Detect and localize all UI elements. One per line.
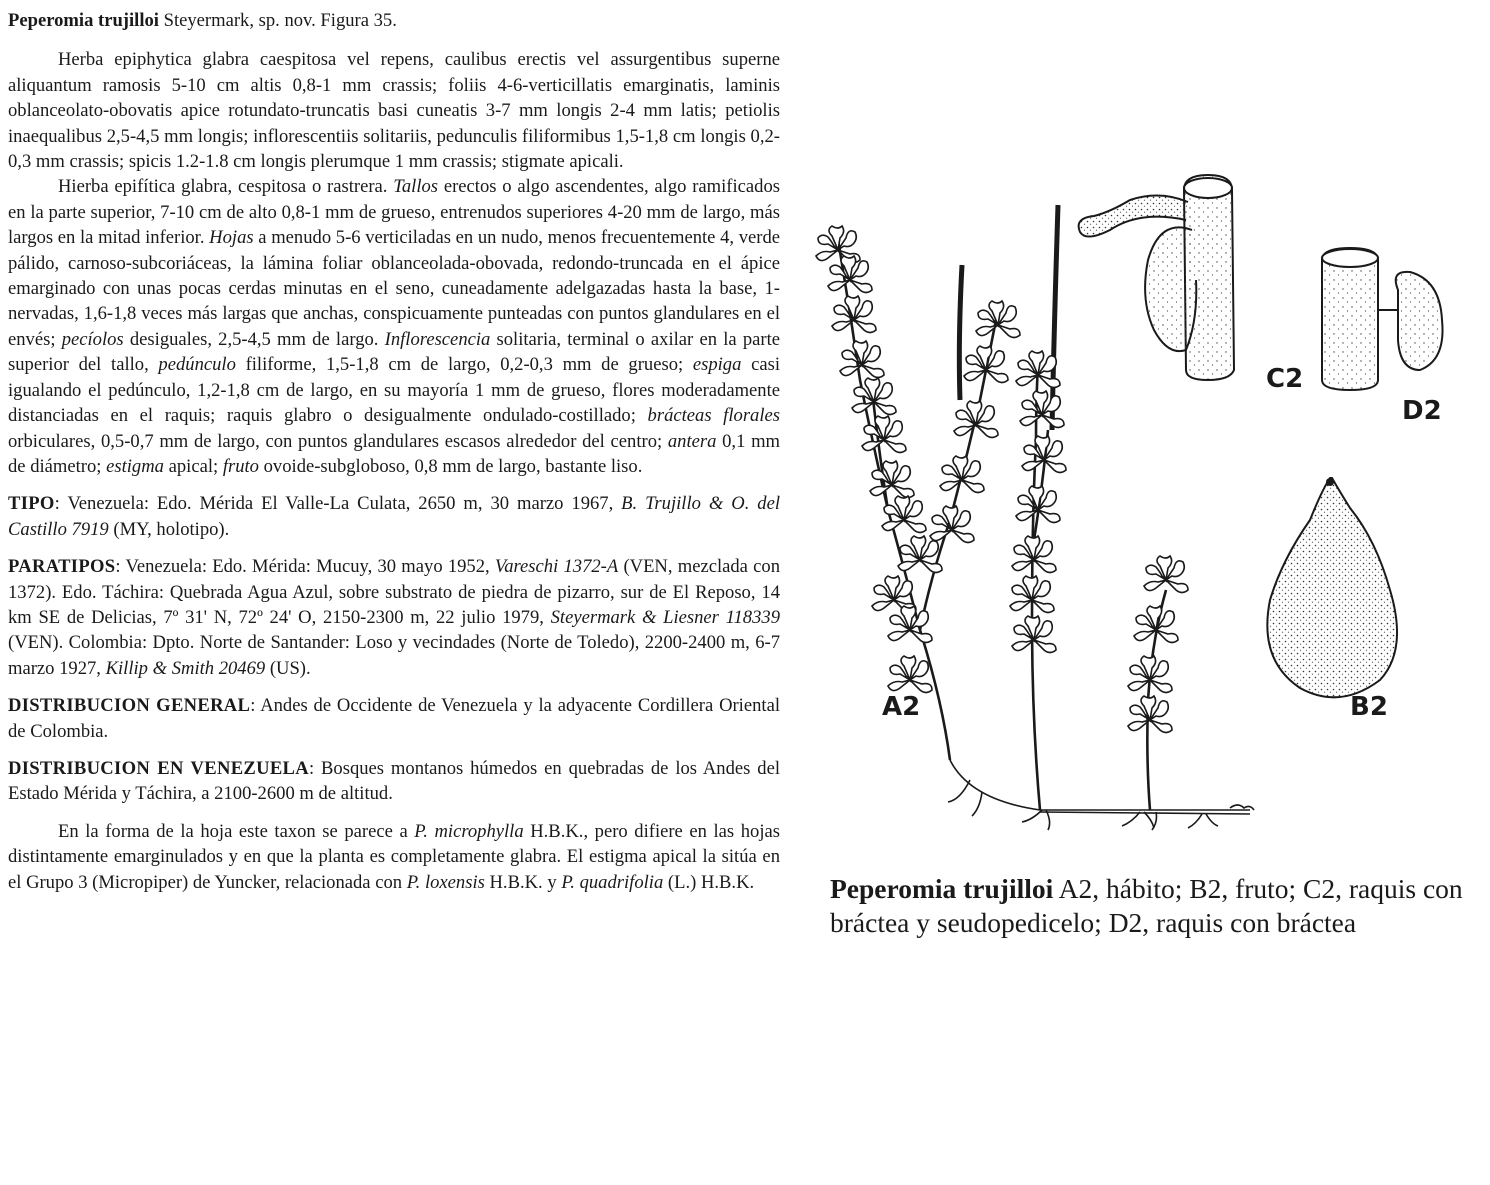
caption-text: A2, hábito; B2, fruto; C2, raquis con bráctea y seudopedicelo; D2, raquis con bráctea: [830, 873, 1463, 938]
notes-run: P. loxensis: [406, 871, 485, 893]
label-b2: B2: [1350, 692, 1388, 722]
figure-caption: [830, 872, 1480, 940]
paratipos-run: (VEN). Colombia: Dpto. Norte de Santander: Loso y vecindades (Norte de Toledo), 2200-2400 m, 6-7 marzo 1927,: [8, 632, 780, 679]
tipo-run: B. Trujillo & O. del Castillo 7919: [8, 493, 780, 540]
spanish-run: casi igualando el pedúnculo, 1,2-1,8 cm de largo, en su mayoría 1 mm de grueso, flores moderadamente distanciadas en el raquis; raquis glabro o desigualmente ondulado-costillado;: [8, 354, 780, 427]
spanish-run: fruto: [222, 455, 259, 477]
spanish-run: Inflorescencia: [384, 328, 491, 350]
spanish-run: desiguales, 2,5-4,5 mm de largo.: [123, 328, 385, 350]
plant-drawing: [810, 160, 1482, 840]
caption-species: Peperomia trujilloi: [830, 873, 1054, 904]
paratipos-run: Steyermark & Liesner 118339: [550, 606, 780, 628]
spanish-run: erectos o algo ascendentes, algo ramificados en la parte superior, 7-10 cm de alto 0,8-1 mm de grueso, entrenudos superiores 4-20 mm de largo, más largos en la mitad inferior.: [8, 176, 780, 249]
spanish-run: antera: [667, 430, 717, 452]
distribucion-venezuela-paragraph: [8, 756, 780, 807]
tipo-run: : Venezuela: Edo. Mérida El Valle-La Culata, 2650 m, 30 marzo 1967,: [54, 493, 622, 515]
spanish-run: apical;: [163, 455, 223, 477]
notes-paragraph: [8, 819, 780, 895]
spanish-run: brácteas florales: [647, 405, 781, 427]
label-d2: D2: [1402, 396, 1442, 426]
label-a2: A2: [882, 692, 921, 722]
paratipos-run: PARATIPOS: [8, 556, 116, 578]
spanish-run: a menudo 5-6 verticiladas en un nudo, menos frecuentemente 4, verde pálido, carnoso-subcoriáceas, la lámina foliar oblanceolada-obovada, redondo-truncada en el ápice emarginado con unas pocas cerdas minutas en el seno, cuneadamente adelgazadas hasta la base, 1-nervadas, 1,6-1,8 veces más largas que anchas, conspicuamente punteadas con puntos glandulares en el envés;: [8, 227, 780, 350]
paratipos-run: (VEN, mezclada con 1372). Edo. Táchira: Quebrada Agua Azul, sobre substrato de piedra de pizarro, sur de El Reposo, 14 km SE de Delicias, 7º 31' N, 72º 24' O, 2150-2300 m, 22 julio 1979,: [8, 556, 780, 628]
species-authority: Steyermark, sp. nov. Figura 35.: [163, 10, 397, 31]
dist_general-run: DISTRIBUCION GENERAL: [8, 695, 251, 717]
notes-run: H.B.K. y: [484, 871, 562, 893]
species-name: Peperomia trujilloi: [8, 10, 159, 31]
distribucion-general-paragraph: [8, 693, 780, 744]
notes-run: (L.) H.B.K.: [663, 871, 755, 893]
tipo-run: (MY, holotipo).: [108, 518, 230, 540]
spanish-run: ovoide-subgloboso, 0,8 mm de largo, bastante liso.: [258, 455, 643, 477]
text-column: [8, 8, 780, 895]
dist_general-run: : Andes de Occidente de Venezuela y la adyacente Cordillera Oriental de Colombia.: [8, 695, 780, 742]
spanish-run: Hierba epifítica glabra, cespitosa o rastrera.: [58, 176, 394, 198]
notes-run: En la forma de la hoja este taxon se parece a: [58, 820, 415, 842]
spanish-run: 0,1 mm de diámetro;: [8, 430, 781, 477]
species-heading: [8, 8, 780, 33]
spanish-run: Tallos: [393, 176, 439, 198]
fruit-b2-drawing: [1267, 478, 1397, 697]
spanish-run: solitaria, terminal o axilar en la parte superior del tallo,: [8, 328, 780, 376]
spanish-run: pedúnculo: [158, 354, 236, 376]
latin-description: [8, 47, 780, 174]
spanish-run: orbiculares, 0,5-0,7 mm de largo, con puntos glandulares escasos alrededor del centro;: [8, 430, 668, 452]
dist_venezuela-run: DISTRIBUCION EN VENEZUELA: [8, 757, 309, 779]
label-c2: C2: [1266, 364, 1304, 394]
spanish-run: pecíolos: [61, 328, 124, 350]
spanish-run: estigma: [106, 455, 164, 477]
rachis-d2-drawing: [1322, 248, 1443, 390]
botanical-illustration: [810, 160, 1482, 840]
paratipos-run: (US).: [265, 657, 311, 679]
paratipos-run: : Venezuela: Edo. Mérida: Mucuy, 30 mayo 1952,: [115, 556, 495, 578]
paratipos-paragraph: [8, 554, 780, 681]
plant-roots: [948, 760, 1254, 830]
spanish-description: [8, 174, 780, 479]
tipo-run: TIPO: [8, 493, 55, 515]
paratipos-run: Vareschi 1372-A: [494, 556, 619, 578]
dist_venezuela-run: : Bosques montanos húmedos en quebradas de los Andes del Estado Mérida y Táchira, a 2100-2600 m de altitud.: [8, 757, 781, 805]
spanish-run: Hojas: [209, 227, 254, 249]
rachis-c2-drawing: [1079, 175, 1234, 380]
spanish-run: filiforme, 1,5-1,8 cm de largo, 0,2-0,3 mm de grueso;: [235, 354, 693, 376]
latin-run: Herba epiphytica glabra caespitosa vel repens, caulibus erectis vel assurgentibus superne aliquantum ramosis 5-10 cm altis 0,8-1 mm crassis; foliis 4-6-verticillatis emarginatis, laminis oblanceolato-obovatis apice rotundato-truncatis basi cuneatis 3-7 mm longis 2-4 mm latis; petiolis inaequalibus 2,5-4,5 mm longis; inflorescentiis solitariis, pedunculis filiformibus 1,5-1,8 cm longis 0,2-0,3 mm crassis; spicis 1.2-1.8 cm longis plerumque 1 mm crassis; stigmate apicali.: [8, 49, 780, 173]
paratipos-run: Killip & Smith 20469: [105, 657, 266, 679]
spanish-run: espiga: [692, 354, 742, 376]
tipo-paragraph: [8, 491, 780, 542]
notes-run: P. microphylla: [414, 820, 524, 842]
notes-run: P. quadrifolia: [561, 871, 664, 893]
notes-run: H.B.K., pero difiere en las hojas distintamente emarginulados y en que la planta es completamente glabra. El estigma apical la sitúa en el Grupo 3 (Micropiper) de Yuncker, relacionada con: [8, 820, 780, 893]
